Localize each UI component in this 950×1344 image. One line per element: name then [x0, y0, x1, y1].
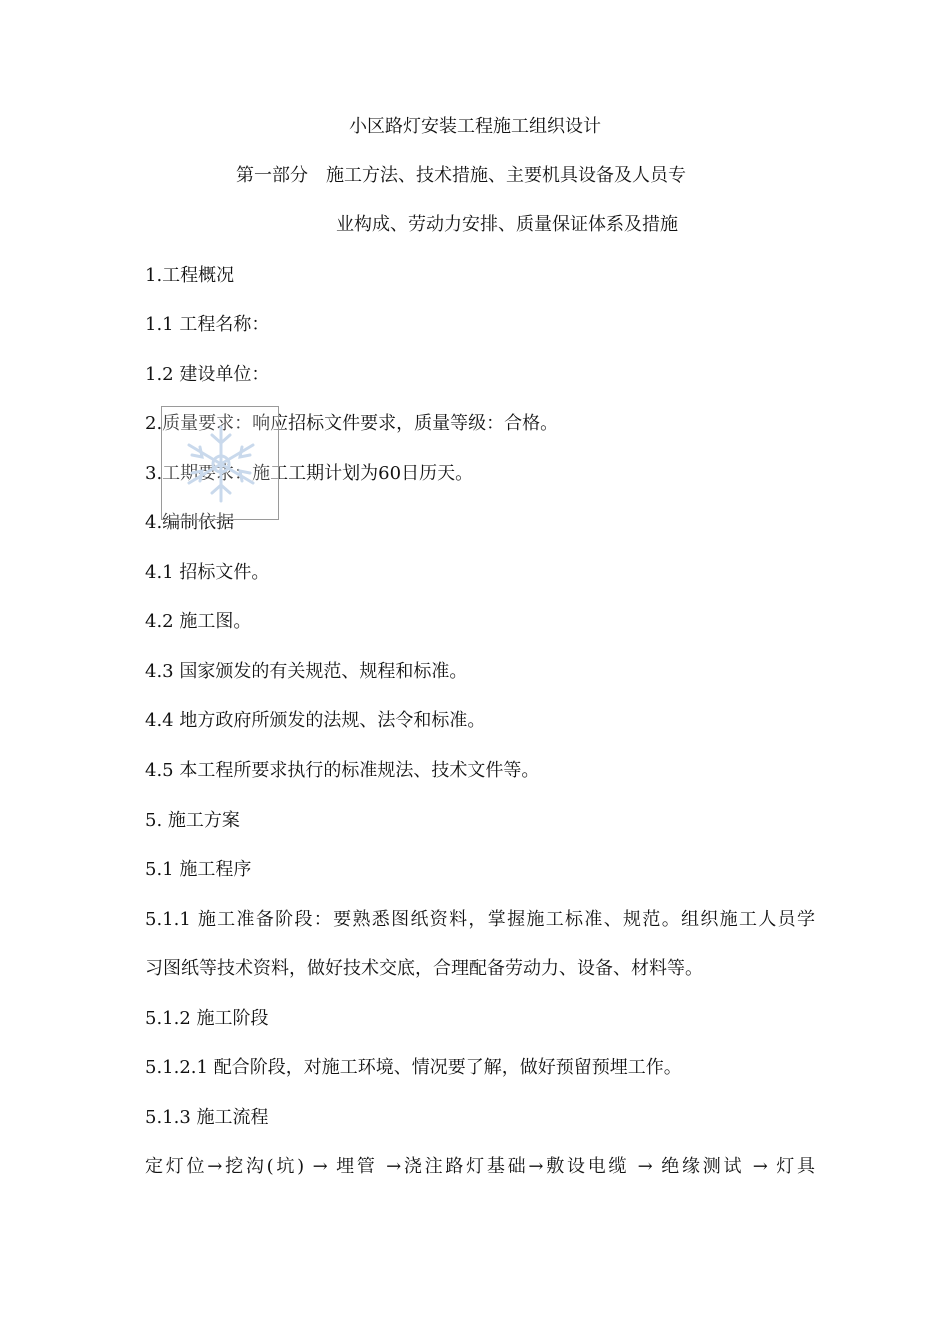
paragraph-line: 4.3 国家颁发的有关规范、规程和标准。 [145, 661, 468, 682]
snowflake-seal-icon [161, 406, 279, 520]
section-heading-line-2: 业构成、劳动力安排、质量保证体系及措施 [336, 214, 678, 235]
paragraph-line: 4.2 施工图。 [145, 611, 252, 632]
paragraph-line: 5.1.3 施工流程 [145, 1107, 269, 1128]
paragraph-line: 5. 施工方案 [145, 810, 240, 831]
paragraph-line: 5.1 施工程序 [145, 859, 252, 880]
document-title: 小区路灯安装工程施工组织设计 [349, 116, 601, 137]
paragraph-line: 4.编制依据 [145, 512, 235, 533]
paragraph-line: 1.2 建设单位： [145, 364, 270, 385]
paragraph-line: 1.1 工程名称： [145, 314, 270, 335]
section-heading-line-1: 第一部分 施工方法、技术措施、主要机具设备及人员专 [236, 165, 686, 186]
paragraph-line: 5.1.1 施工准备阶段：要熟悉图纸资料，掌握施工标准、规范。组织施工人员学 [145, 909, 815, 930]
paragraph-line: 4.4 地方政府所颁发的法规、法令和标准。 [145, 710, 486, 731]
seal-graphic [162, 407, 280, 521]
paragraph-line: 2.质量要求：响应招标文件要求，质量等级：合格。 [145, 413, 559, 434]
paragraph-line: 3.工期要求：施工工期计划为60日历天。 [145, 463, 474, 484]
paragraph-line: 5.1.2.1 配合阶段，对施工环境、情况要了解，做好预留预埋工作。 [145, 1057, 682, 1078]
paragraph-line: 定灯位→挖沟(坑) → 埋管 →浇注路灯基础→敷设电缆 → 绝缘测试 → 灯具 [145, 1156, 815, 1177]
paragraph-line: 4.5 本工程所要求执行的标准规法、技术文件等。 [145, 760, 540, 781]
paragraph-line: 4.1 招标文件。 [145, 562, 270, 583]
paragraph-line: 1.工程概况 [145, 265, 235, 286]
paragraph-line: 习图纸等技术资料，做好技术交底，合理配备劳动力、设备、材料等。 [145, 958, 703, 979]
paragraph-line: 5.1.2 施工阶段 [145, 1008, 269, 1029]
